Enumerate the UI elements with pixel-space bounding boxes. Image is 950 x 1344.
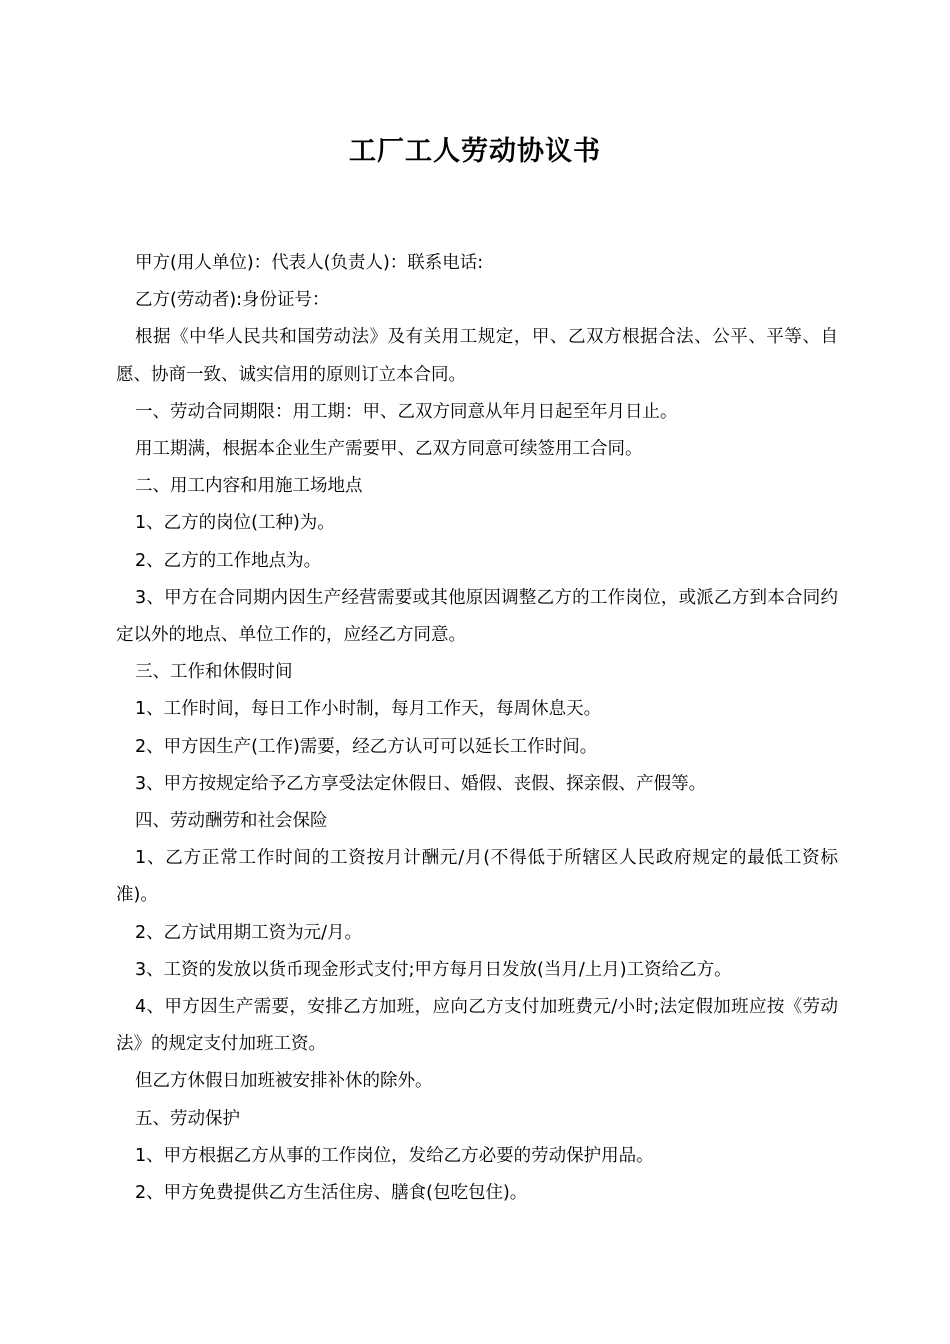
section-3-item-3: 3、甲方按规定给予乙方享受法定休假日、婚假、丧假、探亲假、产假等。: [135, 773, 707, 794]
section-2-heading: 二、用工内容和用施工场地点: [135, 476, 363, 497]
section-5-item-2: 2、甲方免费提供乙方生活住房、膳食(包吃包住)。: [135, 1183, 528, 1204]
section-4-note: 但乙方休假日加班被安排补休的除外。: [135, 1071, 433, 1092]
section-2-item-1: 1、乙方的岗位(工种)为。: [135, 513, 335, 534]
section-3-heading: 三、工作和休假时间: [135, 662, 293, 683]
section-1-contract-term: 一、劳动合同期限：用工期：甲、乙双方同意从年月日起至年月日止。: [135, 401, 678, 422]
section-4-item-2: 2、乙方试用期工资为元/月。: [135, 922, 363, 943]
section-3-item-2: 2、甲方因生产(工作)需要，经乙方认可可以延长工作时间。: [135, 736, 598, 757]
section-4-item-1: 1、乙方正常工作时间的工资按月计酬元/月(不得低于所辖区人民政府规定的最低工资标准)。: [116, 848, 838, 906]
section-4-item-4: 4、甲方因生产需要，安排乙方加班，应向乙方支付加班费元/小时;法定假加班应按《劳动法》的规定支付加班工资。: [116, 997, 838, 1055]
section-4-item-3: 3、工资的发放以货币现金形式支付;甲方每月日发放(当月/上月)工资给乙方。: [135, 959, 732, 980]
preamble-paragraph: 根据《中华人民共和国劳动法》及有关用工规定，甲、乙双方根据合法、公平、平等、自愿、协商一致、诚实信用的原则订立本合同。: [116, 327, 838, 385]
party-b-line: 乙方(劳动者):身份证号：: [135, 290, 330, 311]
section-5-item-1: 1、甲方根据乙方从事的工作岗位，发给乙方必要的劳动保护用品。: [135, 1145, 654, 1166]
section-2-item-3: 3、甲方在合同期内因生产经营需要或其他原因调整乙方的工作岗位，或派乙方到本合同约定以外的地点、单位工作的，应经乙方同意。: [116, 587, 838, 646]
section-4-heading: 四、劳动酬劳和社会保险: [135, 811, 328, 832]
section-2-item-2: 2、乙方的工作地点为。: [135, 550, 322, 571]
section-1-renewal: 用工期满，根据本企业生产需要甲、乙双方同意可续签用工合同。: [135, 439, 643, 460]
document-title: 工厂工人劳动协议书: [349, 136, 601, 167]
section-3-item-1: 1、工作时间，每日工作小时制，每月工作天，每周休息天。: [135, 699, 602, 720]
document-body: [116, 245, 838, 1212]
party-a-line: 甲方(用人单位)：代表人(负责人)：联系电话:: [135, 253, 484, 273]
section-5-heading: 五、劳动保护: [135, 1108, 240, 1129]
